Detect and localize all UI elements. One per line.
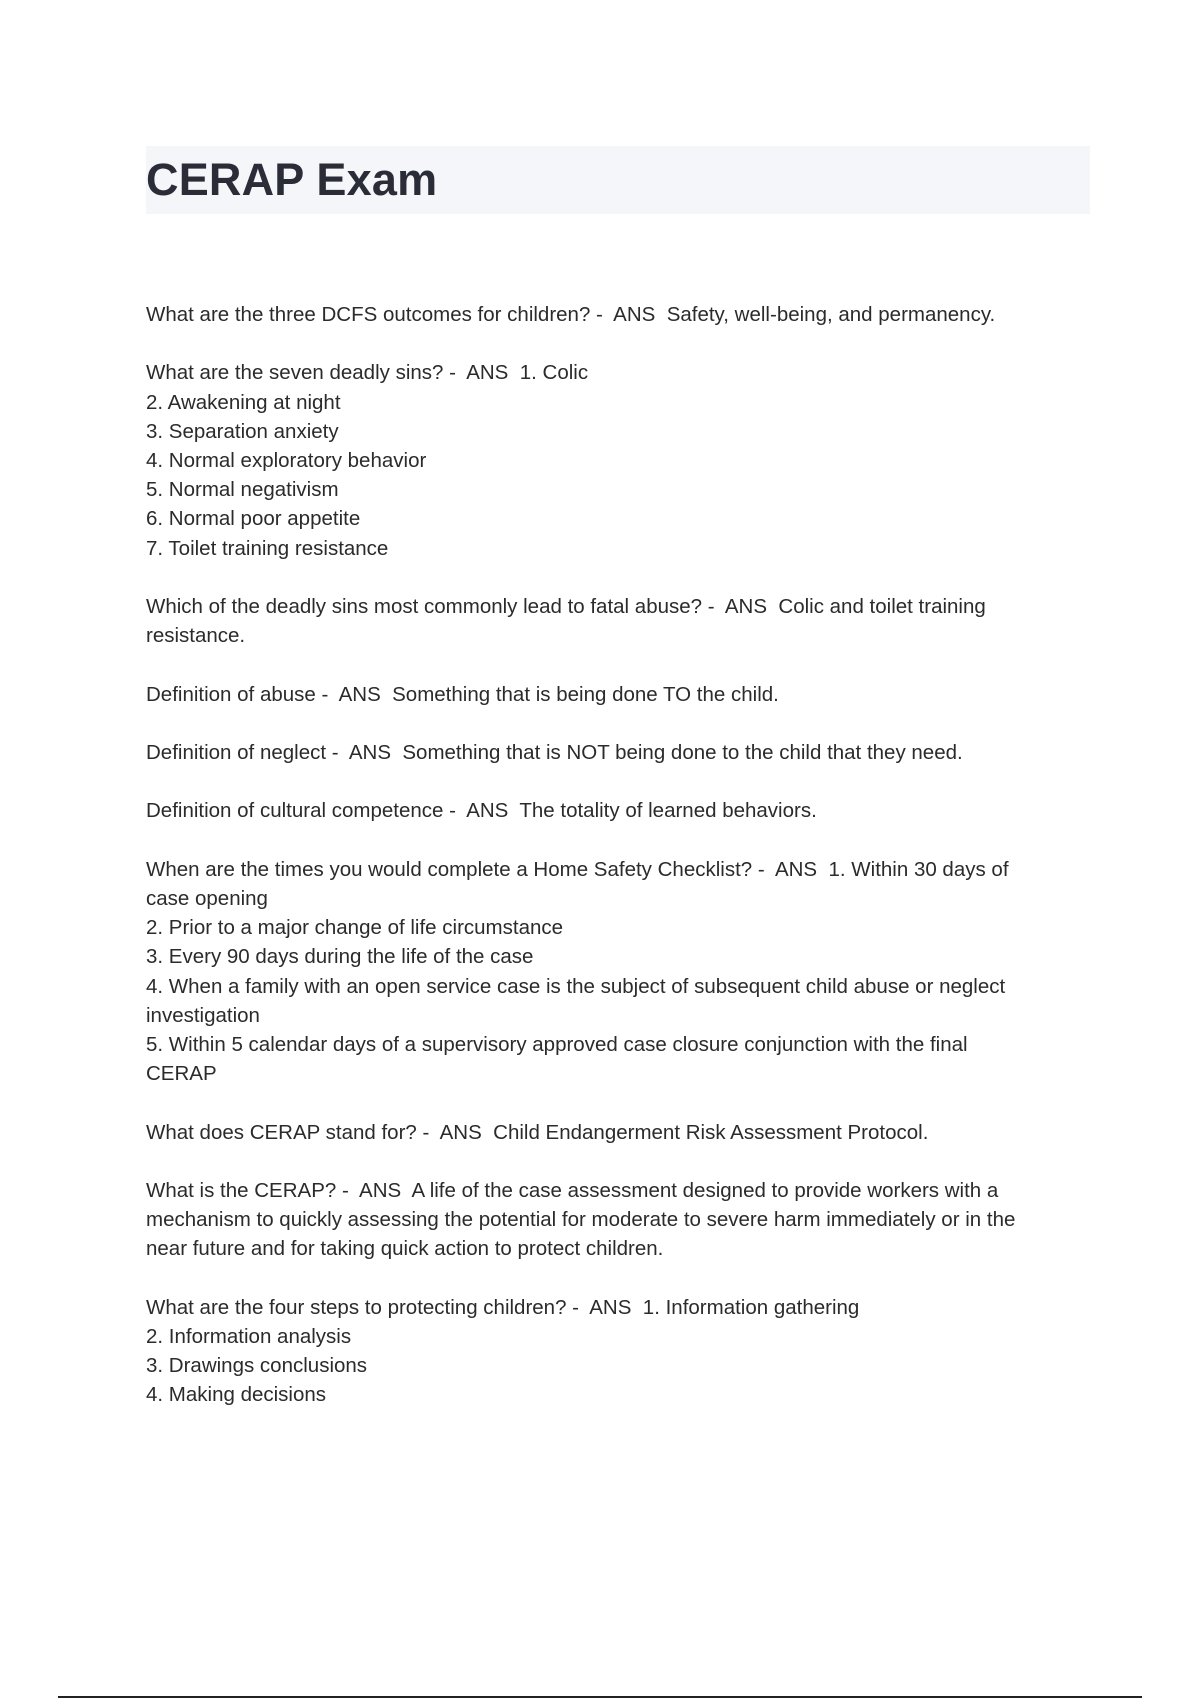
qa-line: 2. Information analysis bbox=[146, 1324, 352, 1348]
qa-line: CERAP bbox=[146, 1062, 217, 1086]
qa-line: case opening bbox=[146, 886, 268, 910]
qa-line: What are the four steps to protecting children? - ANS 1. Information gathering bbox=[146, 1295, 860, 1319]
qa-entry bbox=[146, 855, 1096, 1089]
qa-entry bbox=[146, 1118, 1096, 1147]
qa-line: 4. When a family with an open service case is the subject of subsequent child abuse or neglect bbox=[146, 974, 1006, 998]
qa-line: 3. Drawings conclusions bbox=[146, 1354, 368, 1378]
qa-line: Which of the deadly sins most commonly lead to fatal abuse? - ANS Colic and toilet training bbox=[146, 595, 986, 618]
qa-line: 6. Normal poor appetite bbox=[146, 507, 361, 531]
qa-line: 4. Making decisions bbox=[146, 1383, 327, 1407]
qa-line: mechanism to quickly assessing the potential for moderate to severe harm immediately or in the bbox=[146, 1208, 1016, 1232]
qa-entry bbox=[146, 738, 1096, 767]
qa-line: Definition of abuse - ANS Something that is being done TO the child. bbox=[146, 682, 779, 706]
qa-line: What are the three DCFS outcomes for children? - ANS Safety, well-being, and permanency. bbox=[146, 303, 996, 326]
title-band bbox=[146, 146, 1090, 214]
qa-entry bbox=[146, 358, 1096, 562]
qa-line: When are the times you would complete a Home Safety Checklist? - ANS 1. Within 30 days of bbox=[146, 857, 1009, 881]
qa-line: What are the seven deadly sins? - ANS 1. Colic bbox=[146, 361, 589, 385]
qa-line: 4. Normal exploratory behavior bbox=[146, 449, 427, 472]
qa-entry bbox=[146, 592, 1096, 650]
qa-line: 2. Awakening at night bbox=[146, 390, 341, 414]
qa-line: 7. Toilet training resistance bbox=[146, 536, 389, 560]
qa-line: 3. Every 90 days during the life of the case bbox=[146, 945, 534, 969]
qa-entry bbox=[146, 1293, 1096, 1410]
page-title: CERAP Exam bbox=[146, 154, 438, 205]
qa-entry bbox=[146, 300, 1096, 329]
qa-line: Definition of cultural competence - ANS The totality of learned behaviors. bbox=[146, 799, 817, 823]
qa-line: 3. Separation anxiety bbox=[146, 419, 339, 443]
qa-line: What does CERAP stand for? - ANS Child Endangerment Risk Assessment Protocol. bbox=[146, 1120, 929, 1144]
qa-line: 5. Within 5 calendar days of a supervisory approved case closure conjunction with the final bbox=[146, 1032, 968, 1056]
qa-line: Definition of neglect - ANS Something that is NOT being done to the child that they need. bbox=[146, 740, 963, 764]
qa-list bbox=[146, 300, 1096, 1439]
qa-entry bbox=[146, 796, 1096, 825]
qa-line: 2. Prior to a major change of life circumstance bbox=[146, 916, 564, 940]
qa-line: What is the CERAP? - ANS A life of the case assessment designed to provide workers with a bbox=[146, 1178, 999, 1202]
qa-line: 5. Normal negativism bbox=[146, 478, 339, 502]
qa-line: investigation bbox=[146, 1003, 260, 1027]
footer-divider bbox=[58, 1696, 1142, 1698]
qa-line: near future and for taking quick action to protect children. bbox=[146, 1237, 664, 1261]
qa-entry bbox=[146, 1176, 1096, 1264]
qa-line: resistance. bbox=[146, 624, 246, 648]
qa-entry bbox=[146, 680, 1096, 709]
